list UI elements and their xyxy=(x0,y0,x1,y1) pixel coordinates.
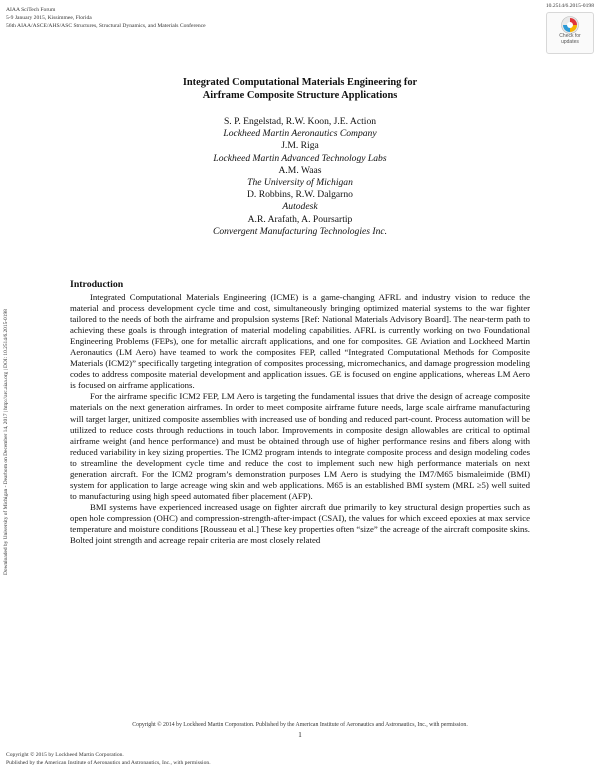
paragraph: Integrated Computational Materials Engineering (ICME) is a game-changing AFRL and industry vision to reduce the material and process development cycle time and cost, simultaneously bringing optimized material systems to the war fighter tailored to the needs of both the airframe and propulsion systems [Ref: National Materials Advisory Board]. The near-term path to achieving these goals is through integration of material modeling capabilities. AFRL is currently working on two Foundational Engineering Problems (FEPs), one for metallic aircraft applications, and one for composites. GE Aviation and Lockheed Martin Aeronautics (LM Aero) have teamed to work the composites FEP, called “Integrated Computational Methods for Composite Materials (ICM2)” specifically targeting integration of composites processing, micromechanics, and damage progression modeling codes to address composite material development and application issues. GE is focused on engine applications, whereas LM Aero is focused on airframe applications. xyxy=(70,292,530,391)
dates: 5-9 January 2015, Kissimmee, Florida xyxy=(6,15,92,21)
bottom-permission: Published by the American Institute of Aeronautics and Astronautics, Inc., with permission. xyxy=(6,760,211,766)
doi[interactable]: 10.2514/6.2015-0198 xyxy=(545,3,594,9)
paragraph: BMI systems have experienced increased usage on fighter aircraft due primarily to key structural design properties such as open hole compression (OHC) and compression-strength-after-impact (CSAI), the values for which exceed epoxies at max service temperature and moisture conditions [Rousseau et al.] These key properties often “size” the acreage of the aircraft composite skins. Bolted joint strength and acreage repair criteria are most closely related xyxy=(70,501,530,546)
author-names: A.R. Arafath, A. Poursartip xyxy=(247,213,353,225)
title-line-1: Integrated Computational Materials Engineering for xyxy=(182,77,418,88)
author-list xyxy=(70,116,530,238)
author-names: D. Robbins, R.W. Dalgarno xyxy=(247,189,353,201)
author-affiliation: The University of Michigan xyxy=(247,177,353,189)
author-names: A.M. Waas xyxy=(278,164,322,176)
badge-line2: updates xyxy=(561,38,579,45)
author-names: J.M. Riga xyxy=(281,140,319,152)
check-for-updates-badge[interactable] xyxy=(546,12,594,54)
venue: AIAA SciTech Forum xyxy=(6,7,56,13)
title-line-2: Airframe Composite Structure Applications xyxy=(202,90,398,101)
badge-line1: Check for xyxy=(559,33,581,39)
author-names: S. P. Engelstad, R.W. Koon, J.E. Action xyxy=(223,116,377,127)
conference-name: 56th AIAA/ASCE/AHS/ASC Structures, Structural Dynamics, and Materials Conference xyxy=(6,23,206,29)
section-heading: Introduction xyxy=(70,279,124,290)
crossmark-icon xyxy=(561,16,579,34)
author-affiliation: Convergent Manufacturing Technologies Inc. xyxy=(212,225,388,237)
publisher-notice xyxy=(6,751,211,767)
page-number: 1 xyxy=(298,731,302,739)
paper-title xyxy=(70,76,530,102)
author-affiliation: Lockheed Martin Advanced Technology Labs xyxy=(213,152,387,164)
bottom-copyright: Copyright © 2015 by Lockheed Martin Corporation. xyxy=(6,752,124,758)
conference-header xyxy=(6,6,206,30)
paragraph: For the airframe specific ICM2 FEP, LM Aero is targeting the fundamental issues that drive the design of acreage composite materials on the next generation airframes. In order to meet composite airframe future needs, large scale airframe manufacturing will target larger, unitized composite assemblies with increased use of bonding and reduced part-count. Process automation will be utilized to reduce costs through reductions in touch labor. Improvements in composite design allowables are critical to optimal airframe weight (and hence performance) and must be obtained through use of higher performance resins and fibers along with reduced variability in key sizing properties. The ICM2 program intends to integrate composite process and design modeling codes to streamline the development cycle time and reduce the cost to implement such new high performance materials on next generation aircraft. For the ICM2 program’s demonstration purposes LM Aero is studying the IM7/M65 bismaleimide (BMI) system for application to large acreage wing skin and web applications. M65 is an established BMI system (MRL ≥5) well suited to manufacturing using high speed automated fiber placement (AFP). xyxy=(70,391,530,501)
author-affiliation: Autodesk xyxy=(282,201,318,213)
section-body xyxy=(70,292,530,546)
download-watermark: Downloaded by University of Michigan - Dearborn on December 14, 2017 | http://arc.aiaa.org | DOI: 10.2514/6.2015-0198 xyxy=(3,309,9,575)
footer-copyright: Copyright © 2014 by Lockheed Martin Corporation. Published by the American Institute of Aeronautics and Astronautics, Inc., with permission. xyxy=(132,722,468,728)
author-affiliation: Lockheed Martin Aeronautics Company xyxy=(223,128,377,140)
